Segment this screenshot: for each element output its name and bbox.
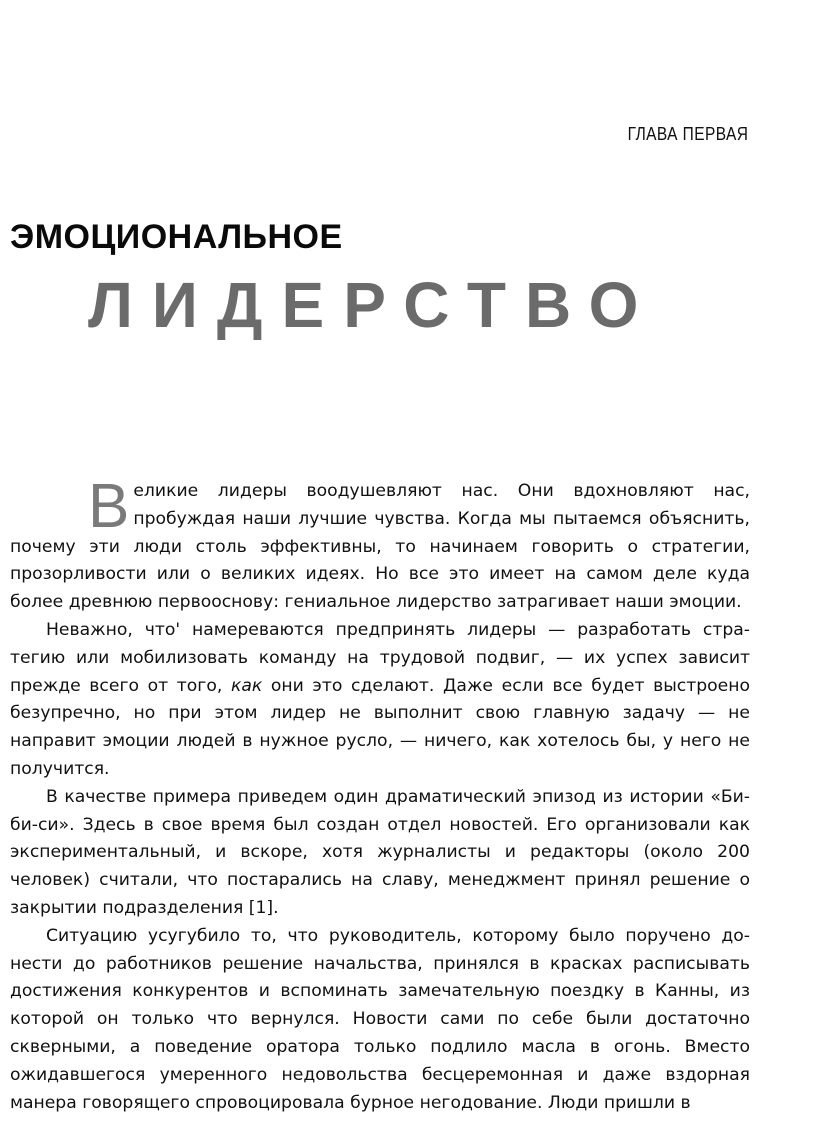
drop-cap: В [88, 472, 130, 541]
paragraph-1 [10, 472, 750, 617]
body-text [10, 472, 751, 1117]
chapter-title-line1: ЭМОЦИОНАЛЬНОЕ [10, 218, 343, 256]
paragraph-2-emphasis: как [230, 675, 263, 696]
paragraph-1-text: еликие лидеры воодушевляют нас. Они вдохновляют нас, пробуждая наши лучшие чувства. Когда мы пытаемся объяснить, почему эти люди столь эффективны, то начинаем говорить о стратегии, прозорливости или о великих идеях. Но все это имеет на самом деле куда более древнюю первооснову: гениальное лидерство затрагивает наши эмоции. [10, 481, 750, 613]
paragraph-4: Ситуацию усугубило то, что руководитель, которому было поручено донести до работников решение начальства, принялся в красках расписывать достижения конкурентов и вспоминать замечательную поездку в Канны, из которой он только что вернулся. Новости сами по себе были достаточно скверными, а поведение оратора только подлило масла в огонь. Вместо ожидавшегося умеренного недовольства бесцеремонная и даже вздорная манера говорящего спровоцировала бурное негодование. Люди пришли в [10, 925, 750, 1113]
chapter-title-line2: ЛИДЕРСТВО [88, 269, 658, 341]
paragraph-2-text-start: Неважно, что' намереваются предпринять лидеры — разработать стратегию или мобилизовать команду на трудовой подвиг, — их успех зависит прежде всего от того, [10, 619, 750, 696]
paragraph-3: В качестве примера приведем один драматический эпизод из истории «Би-би-си». Здесь в свое время был создан отдел новостей. Его организовали как экспериментальный, и вскоре, хотя журналисты и редакторы (около 200 человек) считали, что постарались на славу, менеджмент принял решение о закрытии подразделения [1]. [10, 786, 750, 918]
paragraph-2 [10, 617, 750, 784]
paragraph-2-text-end: они это сделают. Даже если все будет выстроено безупречно, но при этом лидер не выполнит свою главную задачу — не направит эмоции людей в нужное русло, — ничего, как хотелось бы, у него не получится. [10, 675, 751, 779]
chapter-label: ГЛАВА ПЕРВАЯ [627, 124, 748, 144]
